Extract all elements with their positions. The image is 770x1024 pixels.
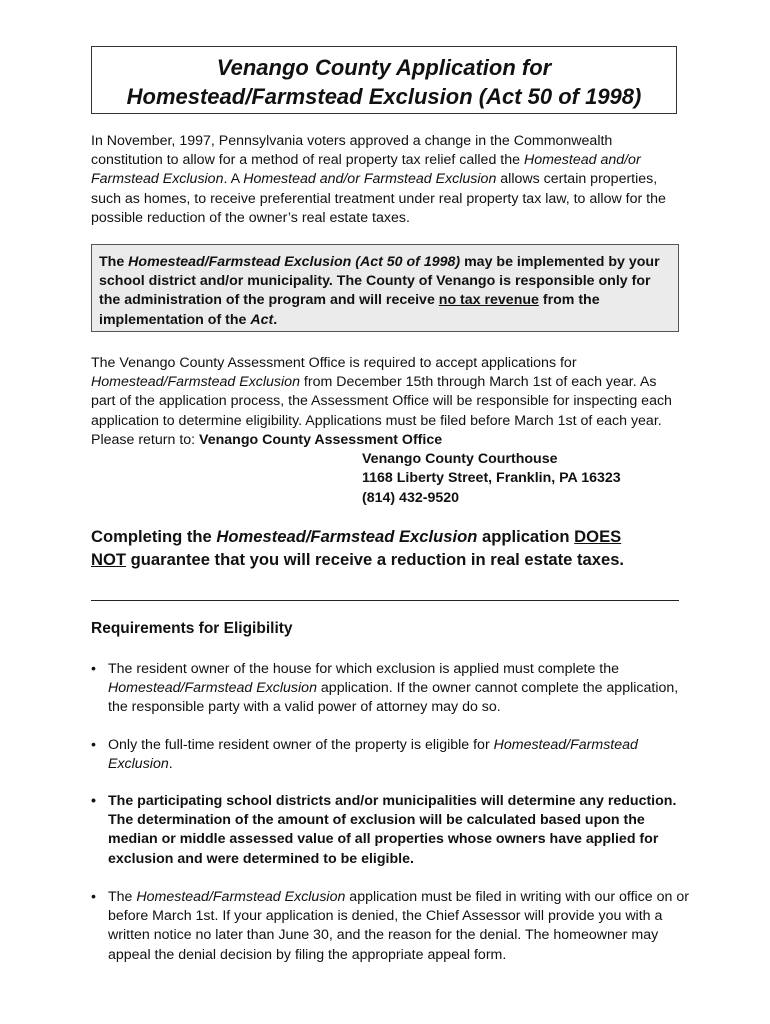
requirement-emphasis: Homestead/Farmstead Exclusion bbox=[108, 680, 317, 697]
requirement-text: application must be filed in writing with our office on or before March 1st. If your application is denied, the Chief Assessor will provide you with a written notice no later than June 30, and the reason for the denial. The homeowner may appeal the denial decision by filing the appropriate appeal form. bbox=[108, 889, 689, 963]
requirement-emphasis: Homestead/Farmstead Exclusion bbox=[108, 737, 638, 773]
notice-box bbox=[91, 244, 679, 332]
bullet-icon: • bbox=[91, 661, 96, 677]
warning-not: NOT bbox=[91, 549, 127, 569]
warning-does: DOES bbox=[574, 527, 622, 546]
requirement-text: The participating school districts and/or municipalities will determine any reduction. The determination of the amount of exclusion will be calculated based upon the median or middle assessed value of all properties whose owners have applied for exclusion and were determined to be eligible. bbox=[108, 793, 677, 867]
title-line-2: Homestead/Farmstead Exclusion (Act 50 of 1998) bbox=[126, 84, 642, 109]
bullet-icon: • bbox=[91, 793, 96, 809]
address-line: 1168 Liberty Street, Franklin, PA 16323 bbox=[362, 470, 621, 487]
requirement-item bbox=[91, 736, 691, 774]
guarantee-warning bbox=[91, 526, 681, 571]
office-emphasis-1: Homestead/Farmstead Exclusion bbox=[91, 374, 300, 391]
office-text-2: from December 15th through March 1st of each year. As part of the application process, the Assessment Office will be responsible for inspecting each application to determine eligibility. Applications must be filed before March 1st of each year. Please return to: bbox=[91, 374, 672, 448]
requirement-text: The resident owner of the house for which exclusion is applied must complete the bbox=[108, 661, 620, 677]
notice-text-1: The bbox=[99, 254, 129, 270]
intro-text-3: allows certain properties, such as homes, to receive preferential treatment under real property tax law, to allow for the possible reduction of the owner’s real estate taxes. bbox=[91, 171, 666, 226]
requirement-text: The bbox=[108, 889, 137, 905]
warning-text-2: application bbox=[477, 527, 575, 546]
divider bbox=[91, 600, 679, 601]
intro-emphasis-1: Homestead and/or Farmstead Exclusion bbox=[91, 152, 641, 188]
return-office-name: Venango County Assessment Office bbox=[199, 431, 443, 448]
phone-number: (814) 432-9520 bbox=[362, 489, 460, 506]
warning-text-3: guarantee that you will receive a reduction in real estate taxes. bbox=[126, 549, 625, 569]
office-paragraph bbox=[91, 354, 681, 450]
bullet-icon: • bbox=[91, 737, 96, 753]
notice-emphasis-1: Homestead/Farmstead Exclusion (Act 50 of 1998) bbox=[128, 254, 461, 270]
requirement-text: application. If the owner cannot complete the application, the responsible party with a valid power of attorney may do so. bbox=[108, 680, 679, 716]
notice-text-2: may be implemented by your school district and/or municipality. The County of Venango is responsible only for the administration of the program and will receive bbox=[99, 254, 660, 309]
notice-text-3: from the implementation of the bbox=[99, 292, 600, 328]
office-text-1: The Venango County Assessment Office is required to accept applications for bbox=[91, 355, 577, 371]
title-line-1: Venango County Application for bbox=[216, 55, 552, 80]
title-box bbox=[91, 46, 677, 114]
requirement-text: Only the full-time resident owner of the property is eligible for bbox=[108, 737, 494, 753]
requirement-emphasis: Homestead/Farmstead Exclusion bbox=[136, 889, 346, 905]
intro-paragraph bbox=[91, 132, 681, 228]
requirements-heading: Requirements for Eligibility bbox=[91, 620, 293, 637]
requirement-text: . bbox=[168, 756, 173, 773]
intro-text-2: . A bbox=[223, 171, 244, 188]
intro-text-1: In November, 1997, Pennsylvania voters approved a change in the Commonwealth constitution to allow for a method of real property tax relief called the bbox=[91, 133, 613, 169]
warning-text-1: Completing the bbox=[91, 527, 217, 546]
requirement-item bbox=[91, 888, 691, 965]
requirement-item bbox=[91, 792, 691, 869]
notice-no-tax-revenue: no tax revenue bbox=[438, 292, 539, 309]
notice-emphasis-2: Act bbox=[250, 311, 274, 328]
requirement-item bbox=[91, 660, 691, 718]
intro-emphasis-2: Homestead and/or Farmstead Exclusion bbox=[243, 171, 497, 188]
address-line: Venango County Courthouse bbox=[362, 451, 558, 467]
bullet-icon: • bbox=[91, 889, 96, 905]
warning-emphasis: Homestead/Farmstead Exclusion bbox=[216, 527, 478, 546]
notice-text-4: . bbox=[273, 311, 278, 328]
mailing-address bbox=[362, 450, 621, 508]
